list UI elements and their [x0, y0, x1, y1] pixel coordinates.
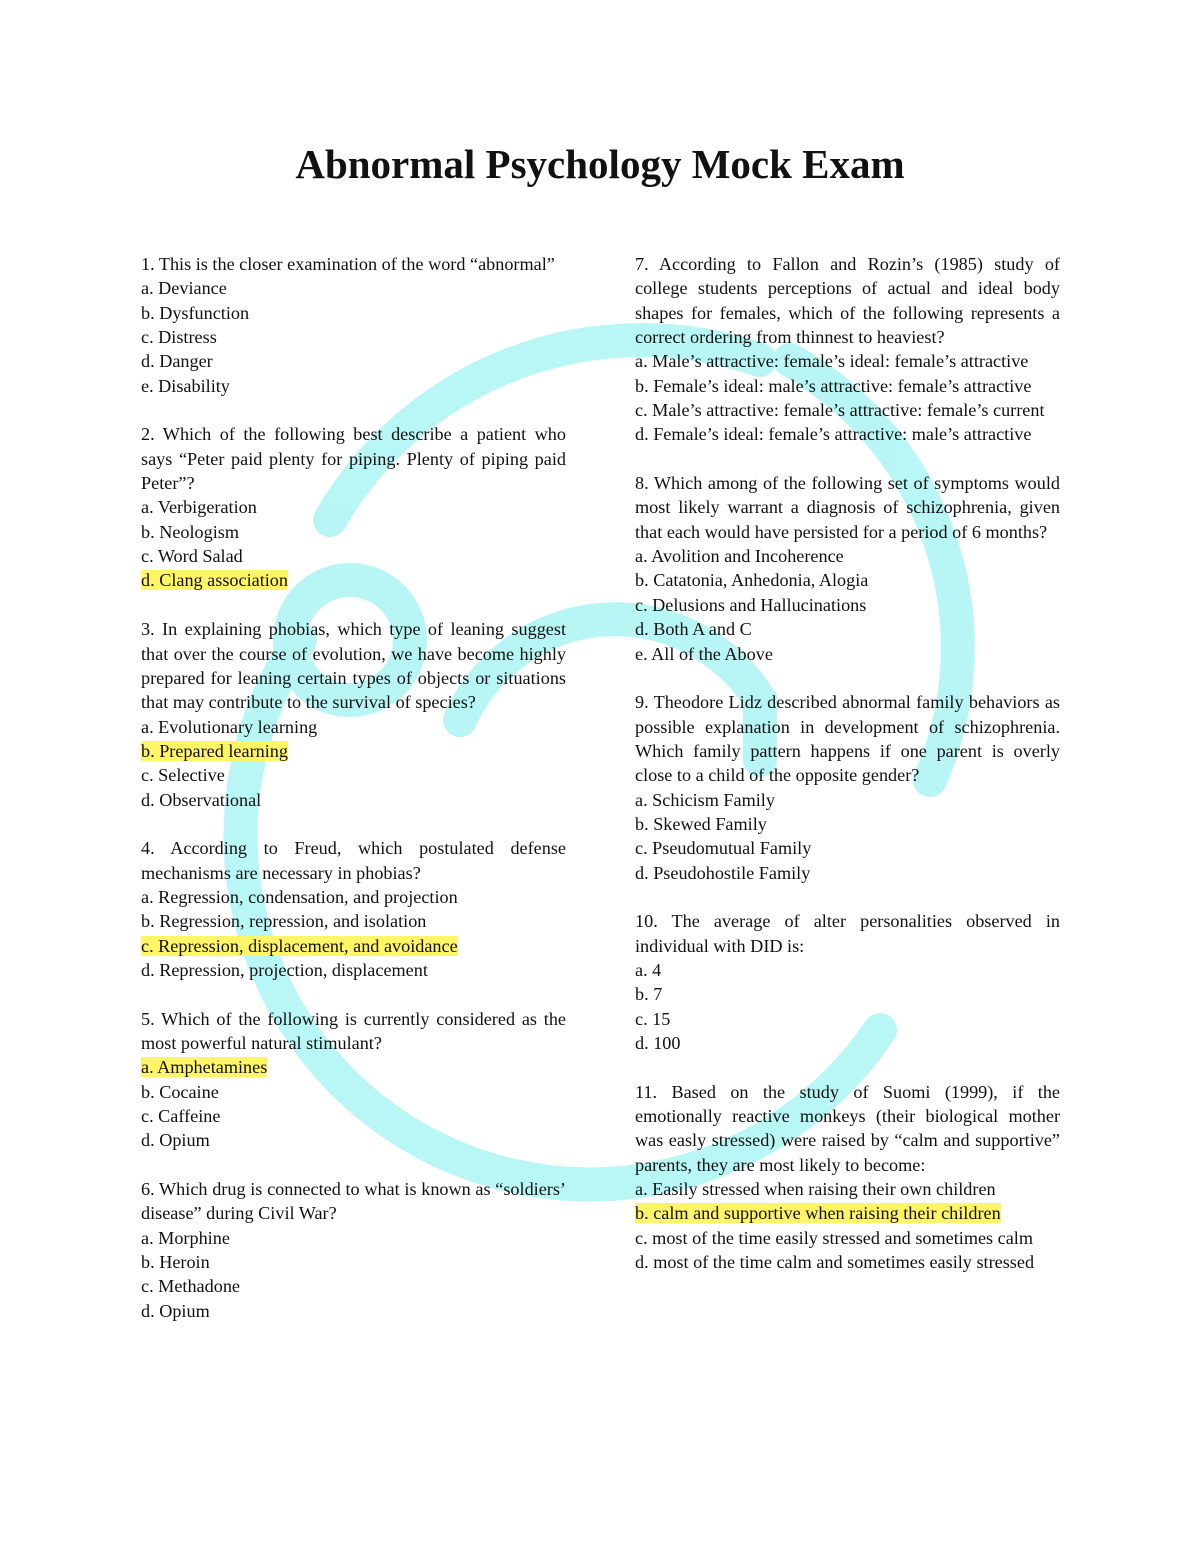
answer-option: [141, 885, 566, 909]
answer-option-text: c. Distress: [141, 327, 217, 348]
question-stem: 4. According to Freud, which postulated defense mechanisms are necessary in phobias?: [141, 838, 566, 883]
answer-option: [141, 1250, 566, 1274]
answer-option: [635, 982, 1060, 1006]
answer-option: [141, 1080, 566, 1104]
answer-option: [635, 617, 1060, 641]
answer-option-text: c. Caffeine: [141, 1106, 221, 1127]
answer-option: [635, 836, 1060, 860]
answer-option-text: c. Selective: [141, 765, 225, 786]
answer-option: [635, 422, 1060, 446]
highlighted-answer: c. Repression, displacement, and avoidance: [141, 935, 458, 956]
answer-option-text: e. Disability: [141, 375, 230, 396]
answer-option: [635, 398, 1060, 422]
answer-option-text: a. Morphine: [141, 1227, 230, 1248]
answer-option-text: c. 15: [635, 1008, 671, 1029]
answer-option-text: d. Opium: [141, 1300, 210, 1321]
question-block: [141, 422, 566, 592]
answer-option: [141, 1299, 566, 1323]
question-stem: 2. Which of the following best describe a patient who says “Peter paid plenty for piping. Plenty of piping paid Peter”?: [141, 424, 566, 494]
question-stem: 9. Theodore Lidz described abnormal family behaviors as possible explanation in development of schizophrenia. Which family pattern happens if one parent is overly close to a child of the opposite gender?: [635, 692, 1060, 786]
question-block: [635, 690, 1060, 885]
answer-option-text: d. Female’s ideal: female’s attractive: male’s attractive: [635, 424, 1032, 445]
answer-option: [141, 958, 566, 982]
question-stem: 8. Which among of the following set of symptoms would most likely warrant a diagnosis of schizophrenia, given that each would have persisted for a period of 6 months?: [635, 473, 1060, 542]
highlighted-answer: a. Amphetamines: [141, 1057, 268, 1078]
answer-option: [141, 568, 566, 592]
question-stem: 1. This is the closer examination of the word “abnormal”: [141, 254, 555, 274]
answer-option: [141, 1226, 566, 1250]
answer-option: [141, 520, 566, 544]
highlighted-answer: b. Prepared learning: [141, 740, 288, 761]
highlighted-answer: b. calm and supportive when raising their children: [635, 1203, 1001, 1224]
answer-option-text: d. Opium: [141, 1130, 210, 1151]
answer-option-text: e. All of the Above: [635, 643, 773, 664]
answer-option-text: a. 4: [635, 959, 662, 980]
answer-option-text: c. most of the time easily stressed and sometimes calm: [635, 1227, 1034, 1248]
answer-option: [635, 812, 1060, 836]
answer-option-text: d. most of the time calm and sometimes easily stressed: [635, 1252, 1035, 1273]
answer-option-text: b. Cocaine: [141, 1081, 219, 1102]
question-block: [635, 471, 1060, 666]
answer-option: [141, 1128, 566, 1152]
question-block: [141, 836, 566, 982]
answer-option-text: d. Danger: [141, 351, 213, 372]
answer-option-text: d. Both A and C: [635, 619, 752, 640]
right-column: [635, 252, 1060, 1299]
question-stem: 3. In explaining phobias, which type of leaning suggest that over the course of evolution, we have become highly prepared for leaning certain types of objects or situations that may contribute to the survival of species?: [141, 619, 566, 713]
answer-option: [141, 301, 566, 325]
page-title: Abnormal Psychology Mock Exam: [295, 141, 905, 187]
highlighted-answer: d. Clang association: [141, 570, 288, 591]
answer-option-text: b. Skewed Family: [635, 813, 767, 834]
answer-option-text: b. Neologism: [141, 521, 240, 542]
answer-option: [141, 715, 566, 739]
answer-option: [141, 934, 566, 958]
question-block: [141, 617, 566, 812]
answer-option: [141, 276, 566, 300]
answer-option-text: b. 7: [635, 984, 663, 1005]
answer-option: [635, 1031, 1060, 1055]
question-block: [141, 1007, 566, 1153]
answer-option-text: d. 100: [635, 1033, 681, 1053]
answer-option-text: a. Schicism Family: [635, 789, 775, 810]
answer-option-text: b. Heroin: [141, 1252, 210, 1273]
question-stem: 6. Which drug is connected to what is known as “soldiers’ disease” during Civil War?: [141, 1179, 566, 1224]
answer-option: [635, 788, 1060, 812]
answer-option: [635, 958, 1060, 982]
answer-option: [141, 544, 566, 568]
answer-option: [141, 349, 566, 373]
answer-option: [635, 642, 1060, 666]
answer-option: [141, 763, 566, 787]
answer-option-text: b. Dysfunction: [141, 302, 250, 323]
answer-option: [635, 861, 1060, 885]
question-stem: 10. The average of alter personalities observed in individual with DID is:: [635, 911, 1060, 956]
answer-option: [141, 374, 566, 398]
answer-option: [141, 495, 566, 519]
answer-option: [635, 1201, 1060, 1225]
answer-option-text: a. Deviance: [141, 278, 227, 299]
question-block: [635, 1080, 1060, 1275]
answer-option-text: c. Pseudomutual Family: [635, 838, 812, 859]
answer-option-text: a. Avolition and Incoherence: [635, 546, 844, 567]
question-block: [141, 1177, 566, 1323]
answer-option: [141, 325, 566, 349]
answer-option: [141, 1104, 566, 1128]
answer-option-text: d. Observational: [141, 789, 262, 810]
question-stem: 7. According to Fallon and Rozin’s (1985) study of college students perceptions of actual and ideal body shapes for females, which of the following represents a correct ordering from thinnest to heaviest?: [635, 254, 1060, 348]
answer-option: [141, 1055, 566, 1079]
question-block: [635, 909, 1060, 1055]
answer-option-text: d. Pseudohostile Family: [635, 862, 811, 883]
answer-option-text: a. Verbigeration: [141, 497, 257, 518]
answer-option: [635, 568, 1060, 592]
answer-option: [141, 1274, 566, 1298]
answer-option-text: b. Regression, repression, and isolation: [141, 911, 427, 932]
question-stem: 5. Which of the following is currently considered as the most powerful natural stimulant?: [141, 1008, 566, 1053]
answer-option: [635, 349, 1060, 373]
answer-option-text: b. Female’s ideal: male’s attractive: female’s attractive: [635, 375, 1032, 396]
left-column: [141, 252, 566, 1347]
question-stem: 11. Based on the study of Suomi (1999), if the emotionally reactive monkeys (their biological mother was easly stressed) were raised by “calm and supportive” parents, they are most likely to become:: [635, 1081, 1060, 1175]
answer-option-text: c. Methadone: [141, 1276, 240, 1297]
answer-option-text: a. Evolutionary learning: [141, 716, 318, 737]
answer-option-text: d. Repression, projection, displacement: [141, 959, 428, 980]
answer-option: [635, 544, 1060, 568]
answer-option: [141, 909, 566, 933]
answer-option-text: c. Male’s attractive: female’s attractive: female’s current: [635, 400, 1045, 421]
answer-option: [635, 1177, 1060, 1201]
answer-option: [635, 1226, 1060, 1250]
answer-option: [635, 374, 1060, 398]
answer-option-text: b. Catatonia, Anhedonia, Alogia: [635, 570, 869, 591]
answer-option-text: a. Male’s attractive: female’s ideal: female’s attractive: [635, 351, 1029, 372]
answer-option-text: c. Word Salad: [141, 546, 243, 567]
answer-option: [635, 593, 1060, 617]
answer-option-text: a. Easily stressed when raising their own children: [635, 1179, 996, 1200]
question-block: [635, 252, 1060, 447]
answer-option-text: c. Delusions and Hallucinations: [635, 594, 867, 615]
answer-option: [141, 739, 566, 763]
answer-option: [635, 1250, 1060, 1274]
answer-option: [141, 788, 566, 812]
question-block: [141, 252, 566, 398]
answer-option: [635, 1007, 1060, 1031]
answer-option-text: a. Regression, condensation, and projection: [141, 886, 458, 907]
